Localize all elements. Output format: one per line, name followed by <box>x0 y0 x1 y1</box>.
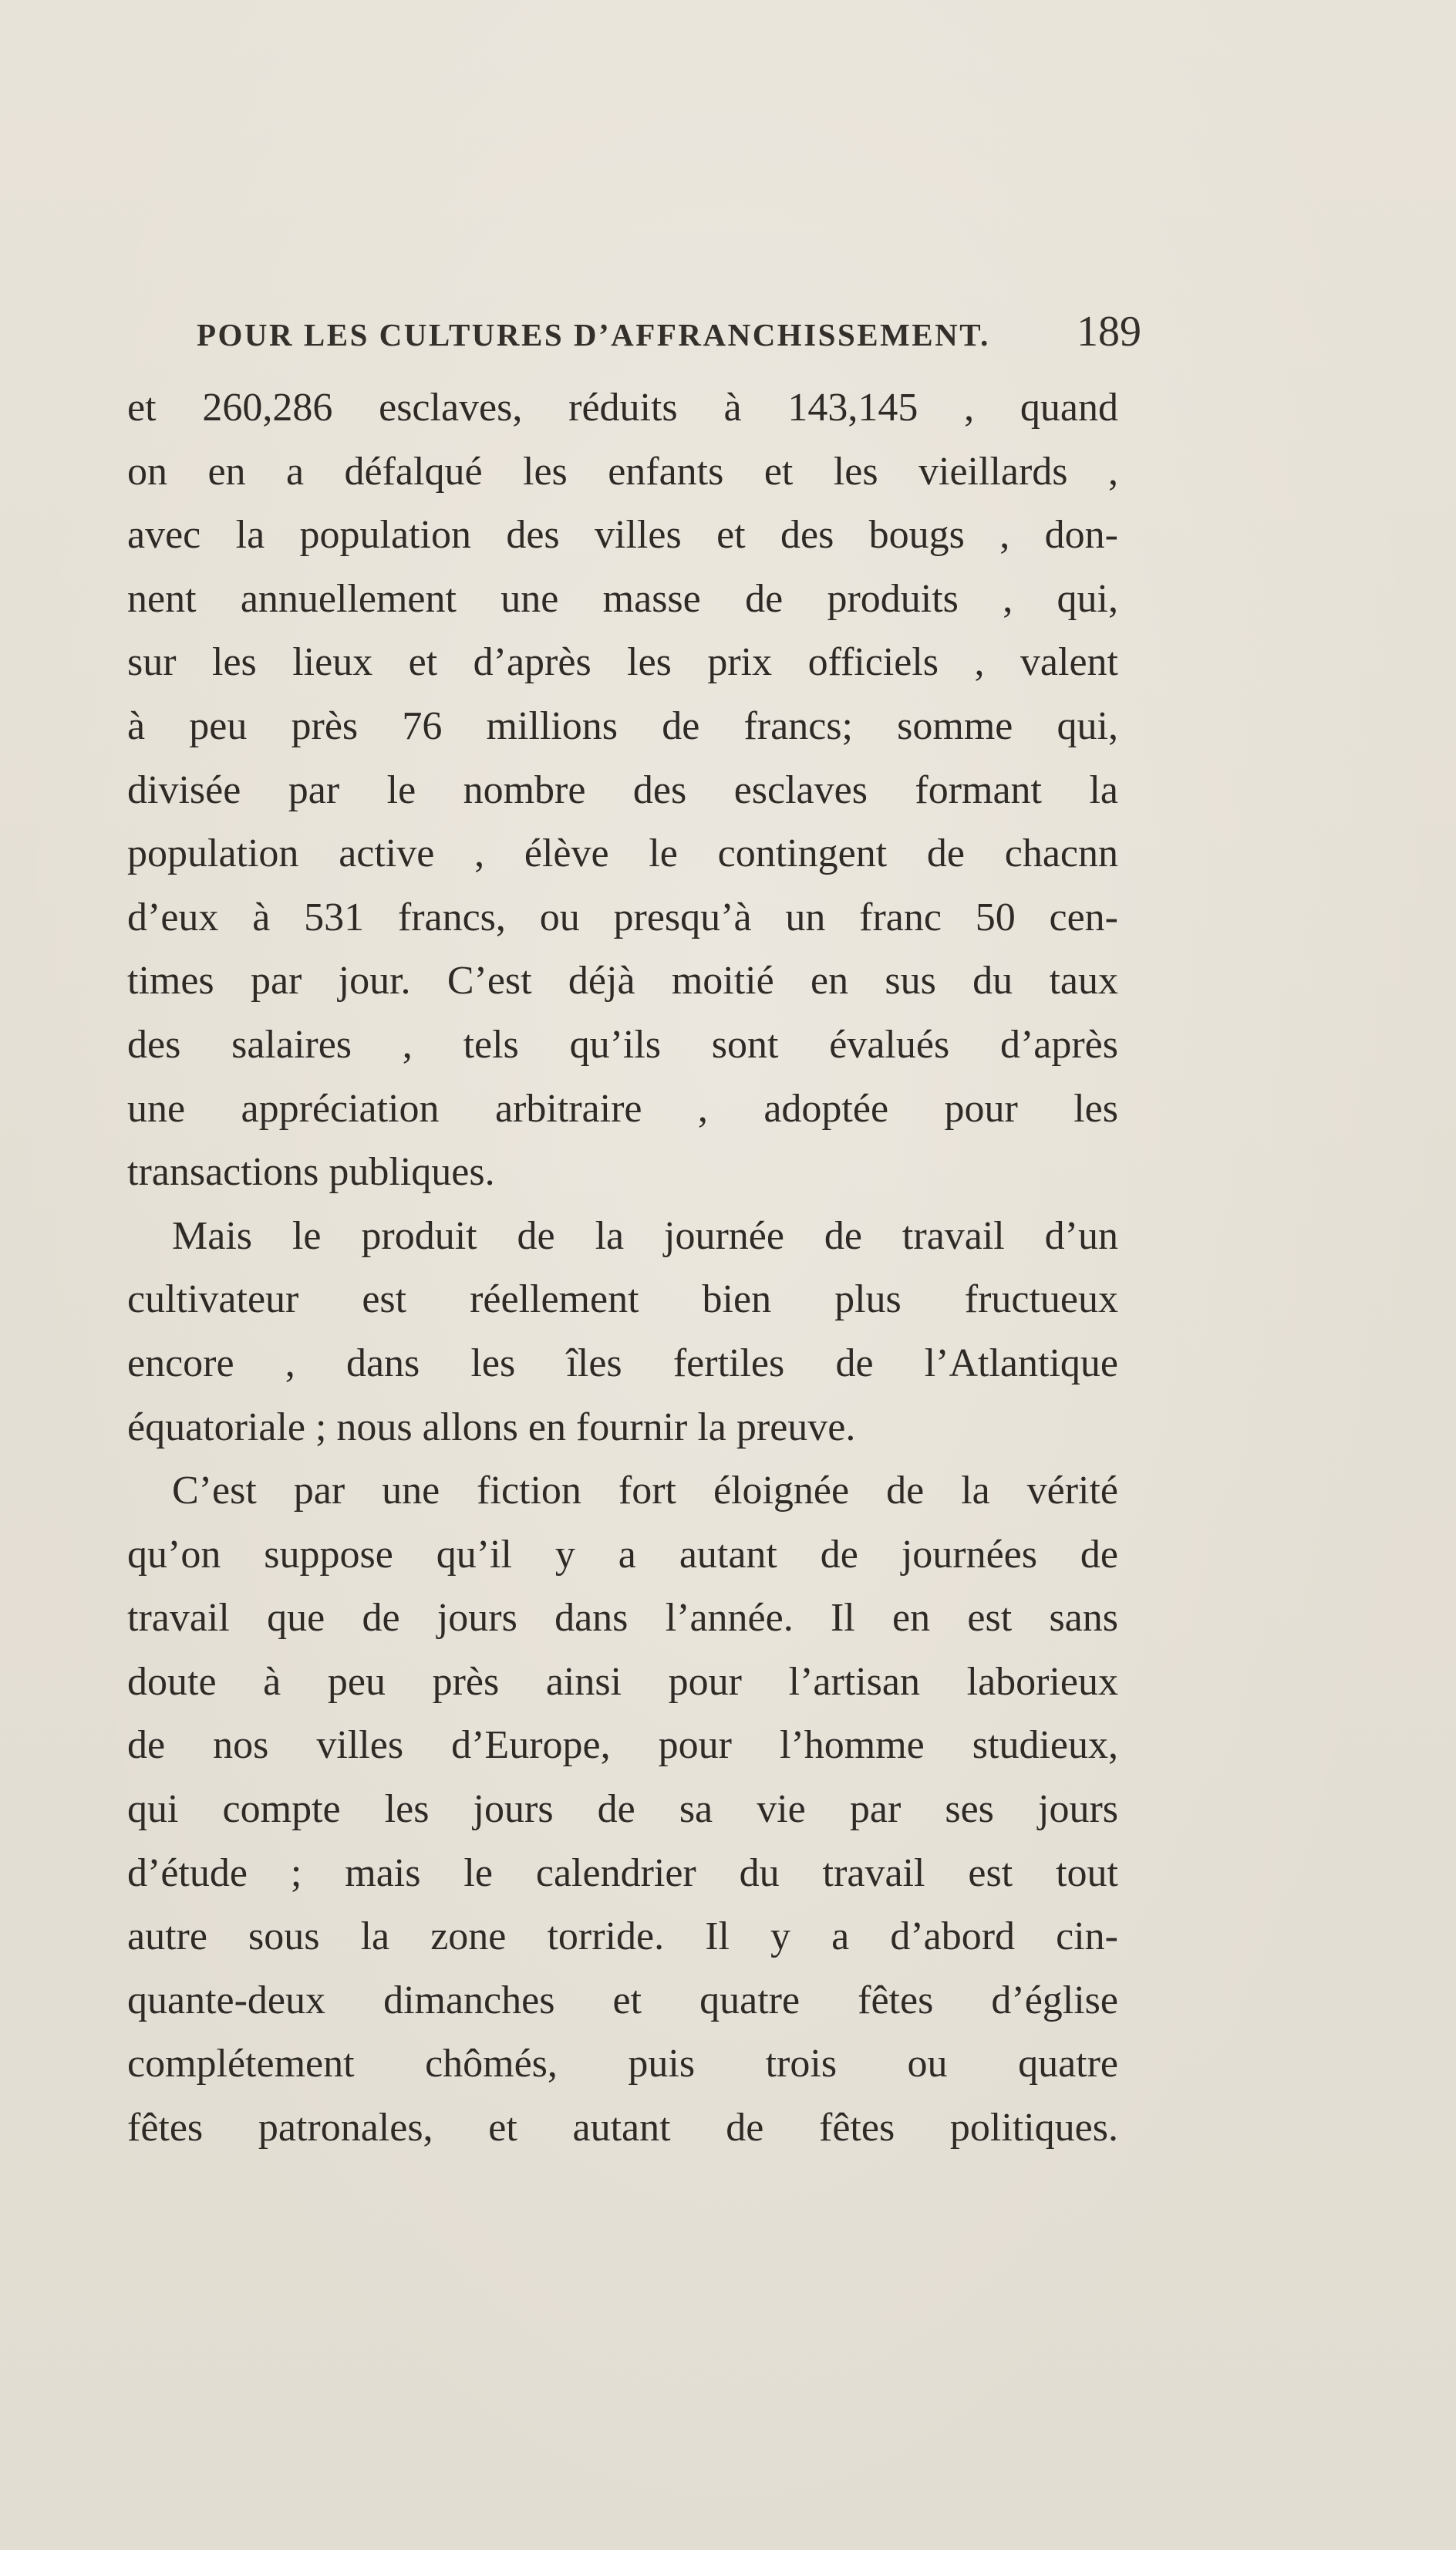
text-line: divisée par le nombre des esclaves formant la <box>127 767 1118 812</box>
running-head <box>197 307 1141 361</box>
text-line: quante-deux dimanches et quatre fêtes d’église <box>127 1978 1118 2022</box>
text-line: des salaires , tels qu’ils sont évalués d’après <box>127 1022 1118 1067</box>
text-line: Mais le produit de la journée de travail d’un <box>172 1213 1118 1258</box>
text-line: et 260,286 esclaves, réduits à 143,145 , quand <box>127 386 1118 430</box>
text-line: de nos villes d’Europe, pour l’homme studieux, <box>127 1723 1118 1768</box>
running-title: POUR LES CULTURES D’AFFRANCHISSEMENT. <box>197 317 990 352</box>
text-line: avec la population des villes et des bougs , don- <box>127 513 1118 558</box>
text-line: à peu près 76 millions de francs; somme qui, <box>127 703 1118 748</box>
text-line: on en a défalqué les enfants et les vieillards , <box>127 449 1118 494</box>
text-line: times par jour. C’est déjà moitié en sus du taux <box>127 959 1118 1003</box>
text-line: autre sous la zone torride. Il y a d’abord cin- <box>127 1914 1118 1959</box>
text-line: doute à peu près ainsi pour l’artisan laborieux <box>127 1659 1118 1704</box>
text-line: sur les lieux et d’après les prix officiels , valent <box>127 640 1118 685</box>
text-line: fêtes patronales, et autant de fêtes politiques. <box>127 2106 1118 2150</box>
text-line: C’est par une fiction fort éloignée de la vérité <box>172 1469 1118 1513</box>
text-line: nent annuellement une masse de produits , qui, <box>127 576 1118 621</box>
page-number: 189 <box>1077 308 1141 356</box>
text-line: une appréciation arbitraire , adoptée pour les <box>127 1086 1118 1131</box>
text-line: travail que de jours dans l’année. Il en est sans <box>127 1596 1118 1641</box>
text-line: transactions publiques. <box>127 1150 495 1195</box>
text-line: équatoriale ; nous allons en fournir la preuve. <box>127 1405 856 1449</box>
text-line: qui compte les jours de sa vie par ses jours <box>127 1787 1118 1832</box>
text-line: population active , élève le contingent de chacnn <box>127 831 1118 876</box>
text-line: complétement chômés, puis trois ou quatre <box>127 2042 1118 2086</box>
body-text <box>127 376 1118 2160</box>
text-line: d’étude ; mais le calendrier du travail est tout <box>127 1850 1118 1895</box>
text-line: cultivateur est réellement bien plus fructueux <box>127 1277 1118 1322</box>
text-line: qu’on suppose qu’il y a autant de journées de <box>127 1532 1118 1577</box>
text-line: d’eux à 531 francs, ou presqu’à un franc 50 cen- <box>127 895 1118 939</box>
text-line: encore , dans les îles fertiles de l’Atlantique <box>127 1341 1118 1385</box>
